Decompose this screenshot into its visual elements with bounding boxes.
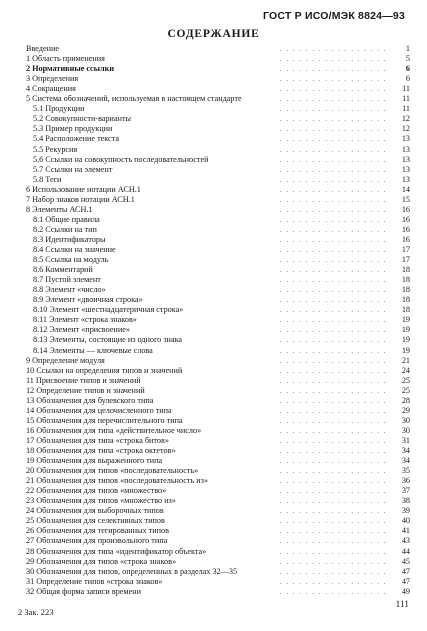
toc-entry	[0, 386, 427, 396]
toc-leader-dots: . . . . . . . . . . . . . . . . .	[279, 125, 387, 134]
toc-entry	[0, 567, 427, 577]
toc-entry	[0, 94, 427, 104]
toc-entry-label: 8.12 Элемент «присвоение»	[33, 325, 130, 335]
toc-entry	[0, 275, 427, 285]
toc-entry	[0, 356, 427, 366]
toc-leader-dots: . . . . . . . . . . . . . . . . .	[279, 115, 387, 124]
toc-entry	[0, 165, 427, 175]
toc-entry-page: 40	[401, 516, 410, 526]
toc-leader-dots: . . . . . . . . . . . . . . . . .	[279, 306, 387, 315]
toc-entry-label: 8.8 Элемент «число»	[33, 285, 106, 295]
toc-entry-label: 9 Определение модуля	[26, 355, 105, 365]
toc-leader-dots: . . . . . . . . . . . . . . . . .	[279, 246, 387, 254]
toc-leader-dots: . . . . . . . . . . . . . . . . .	[279, 326, 387, 335]
toc-title: СОДЕРЖАНИЕ	[167, 28, 260, 40]
toc-leader-dots: . . . . . . . . . . . . . . . . .	[279, 346, 387, 355]
toc-leader-dots: . . . . . . . . . . . . . . . . .	[279, 497, 387, 506]
toc-entry	[0, 124, 427, 134]
toc-leader-dots: . . . . . . . . . . . . . . . . .	[279, 105, 387, 114]
toc-leader-dots: . . . . . . . . . . . . . . . . .	[279, 336, 387, 345]
print-order-code: 2 Зак. 223	[18, 607, 54, 617]
toc-entry-page: 31	[401, 435, 410, 445]
toc-entry	[0, 44, 427, 54]
toc-entry-page: 25	[401, 375, 410, 385]
toc-entry	[0, 245, 427, 255]
toc-entry-label: 26 Обозначения для тегированных типов	[26, 526, 169, 536]
toc-entry-page: 17	[401, 255, 410, 265]
toc-entry	[0, 376, 427, 386]
toc-entry-label: 29 Обозначения для типов «строка знаков»	[26, 556, 177, 566]
toc-leader-dots: . . . . . . . . . . . . . . . . .	[279, 225, 387, 234]
toc-leader-dots: . . . . . . . . . . . . . . . . .	[279, 155, 387, 164]
toc-entry	[0, 315, 427, 325]
toc-entry-page: 21	[401, 355, 410, 365]
toc-leader-dots: . . . . . . . . . . . . . . . . .	[279, 436, 387, 445]
toc-leader-dots: . . . . . . . . . . . . . . . . .	[279, 145, 387, 154]
toc-entry-page: 13	[401, 164, 410, 174]
toc-entry	[0, 255, 427, 265]
toc-entry-label: 20 Обозначения для типов «последовательность»	[26, 466, 199, 476]
toc-entry	[0, 436, 427, 446]
toc-leader-dots: . . . . . . . . . . . . . . . . .	[279, 85, 387, 94]
toc-entry-page: 13	[401, 134, 410, 144]
toc-entry-label: 5.4 Расположение текста	[33, 134, 120, 144]
toc-entry-page: 13	[401, 144, 410, 154]
toc-entry	[0, 456, 427, 466]
toc-leader-dots: . . . . . . . . . . . . . . . . .	[279, 266, 387, 275]
toc-entry-page: 16	[401, 224, 410, 234]
toc-leader-dots: . . . . . . . . . . . . . . . . .	[279, 457, 387, 466]
toc-entry-label: 8.11 Элемент «строка знаков»	[33, 315, 137, 325]
toc-entry-label: 5.5 Рекурсия	[33, 144, 78, 154]
toc-entry-page: 18	[401, 285, 410, 295]
toc-entry-page: 12	[401, 114, 410, 124]
toc-entry	[0, 295, 427, 305]
toc-entry-label: 8.13 Элементы, состоящие из одного знака	[33, 335, 183, 345]
toc-leader-dots: . . . . . . . . . . . . . . . . .	[279, 507, 387, 516]
toc-entry-label: 8.9 Элемент «двоичная строка»	[33, 295, 143, 305]
toc-leader-dots: . . . . . . . . . . . . . . . . .	[279, 547, 387, 556]
toc-entry-label: 6 Использование нотации АСН.1	[26, 184, 141, 194]
toc-leader-dots: . . . . . . . . . . . . . . . . .	[279, 587, 387, 596]
toc-entry-page: 38	[401, 496, 410, 506]
toc-entry	[0, 145, 427, 155]
toc-entry-page: 14	[401, 184, 410, 194]
toc-entry-page: 45	[401, 556, 410, 566]
toc-entry-label: 32 Общая форма записи времени	[26, 586, 141, 596]
toc-entry-page: 13	[401, 174, 410, 184]
toc-entry-label: 8.2 Ссылки на тип	[33, 224, 97, 234]
toc-entry-page: 43	[401, 536, 410, 546]
toc-entry-page: 19	[401, 315, 410, 325]
toc-entry-page: 28	[401, 395, 410, 405]
toc-leader-dots: . . . . . . . . . . . . . . . . .	[279, 356, 387, 365]
toc-entry-page: 18	[401, 295, 410, 305]
toc-entry	[0, 476, 427, 486]
toc-entry-label: 31 Определение типов «строка знаков»	[26, 576, 163, 586]
page-number: 111	[395, 600, 409, 610]
toc-leader-dots: . . . . . . . . . . . . . . . . .	[279, 557, 387, 566]
toc-entry	[0, 406, 427, 416]
toc-entry	[0, 577, 427, 587]
toc-leader-dots: . . . . . . . . . . . . . . . . .	[279, 416, 387, 425]
toc-entry-label: 8.5 Ссылка на модуль	[33, 255, 109, 265]
toc-entry-page: 6	[405, 74, 410, 84]
toc-entry	[0, 84, 427, 94]
toc-entry-label: 5 Система обозначений, используемая в настоящем стандарте	[26, 94, 242, 104]
toc-entry-page: 34	[401, 446, 410, 455]
toc-entry-page: 16	[401, 214, 410, 224]
toc-entry-page: 11	[402, 84, 410, 94]
toc-entry-label: 15 Обозначения для перечислительного типа	[26, 415, 183, 425]
toc-entry-page: 49	[401, 586, 410, 596]
toc-entry-page: 34	[401, 456, 410, 466]
toc-entry-page: 5	[405, 54, 410, 64]
toc-entry-page: 17	[401, 245, 410, 254]
toc-entry	[0, 54, 427, 64]
toc-leader-dots: . . . . . . . . . . . . . . . . .	[279, 577, 387, 586]
toc-entry-label: 8 Элементы АСН.1	[26, 204, 93, 214]
toc-leader-dots: . . . . . . . . . . . . . . . . .	[279, 185, 387, 194]
toc-entry-label: 5.6 Ссылки на совокупность последовательностей	[33, 154, 209, 164]
toc-leader-dots: . . . . . . . . . . . . . . . . .	[279, 517, 387, 526]
toc-entry-page: 16	[401, 234, 410, 244]
toc-entry-label: 7 Набор знаков нотации АСН.1	[26, 194, 135, 204]
toc-entry	[0, 285, 427, 295]
toc-entry-page: 15	[401, 194, 410, 204]
toc-entry	[0, 466, 427, 476]
toc-entry-page: 30	[401, 425, 410, 435]
toc-entry-page: 47	[401, 576, 410, 586]
toc-entry-label: 1 Область применения	[26, 54, 105, 64]
toc-leader-dots: . . . . . . . . . . . . . . . . .	[279, 396, 387, 405]
toc-entry	[0, 265, 427, 275]
toc-entry	[0, 496, 427, 506]
toc-entry-label: 12 Определение типов и значений	[26, 385, 145, 395]
toc-entry-page: 18	[401, 305, 410, 315]
toc-leader-dots: . . . . . . . . . . . . . . . . .	[279, 316, 387, 325]
toc-entry-label: 17 Обозначения для типа «строка битов»	[26, 435, 169, 445]
toc-leader-dots: . . . . . . . . . . . . . . . . .	[279, 376, 387, 385]
toc-leader-dots: . . . . . . . . . . . . . . . . .	[279, 386, 387, 395]
toc-entry-label: 8.6 Комментарий	[33, 265, 93, 275]
toc-entry	[0, 195, 427, 205]
toc-entry-label: 5.3 Пример продукции	[33, 124, 113, 134]
toc-entry-page: 39	[401, 506, 410, 516]
toc-entry-page: 19	[401, 345, 410, 355]
toc-entry-label: 3 Определения	[26, 74, 79, 84]
toc-entry	[0, 416, 427, 426]
toc-entry-page: 18	[401, 265, 410, 275]
toc-entry-label: 8.7 Пустой элемент	[33, 275, 101, 285]
toc-entry	[0, 557, 427, 567]
toc-leader-dots: . . . . . . . . . . . . . . . . .	[279, 135, 387, 144]
toc-entry	[0, 346, 427, 356]
toc-entry-label: 11 Присвоение типов и значений	[26, 375, 141, 385]
toc-entry	[0, 175, 427, 185]
toc-entry-label: 28 Обозначения для типа «идентификатор объекта»	[26, 546, 207, 556]
toc-entry-page: 6	[405, 64, 410, 74]
toc-leader-dots: . . . . . . . . . . . . . . . . .	[279, 366, 387, 375]
toc-entry-page: 35	[401, 466, 410, 476]
toc-entry	[0, 536, 427, 546]
toc-leader-dots: . . . . . . . . . . . . . . . . .	[279, 537, 387, 546]
toc-entry-label: 13 Обозначения для булевского типа	[26, 395, 154, 405]
toc-entry	[0, 526, 427, 536]
toc-leader-dots: . . . . . . . . . . . . . . . . .	[279, 256, 387, 265]
toc-entry	[0, 114, 427, 124]
toc-entry-page: 37	[401, 486, 410, 496]
toc-leader-dots: . . . . . . . . . . . . . . . . .	[279, 447, 387, 455]
toc-entry-label: 8.3 Идентификаторы	[33, 234, 106, 244]
toc-leader-dots: . . . . . . . . . . . . . . . . .	[279, 467, 387, 476]
toc-leader-dots: . . . . . . . . . . . . . . . . .	[279, 45, 387, 53]
toc-leader-dots: . . . . . . . . . . . . . . . . .	[279, 215, 387, 224]
toc-entry-page: 18	[401, 275, 410, 285]
toc-leader-dots: . . . . . . . . . . . . . . . . .	[279, 235, 387, 244]
toc-entry	[0, 205, 427, 215]
toc-entry-page: 11	[402, 104, 410, 114]
toc-entry-label: 5.1 Продукции	[33, 104, 85, 114]
toc-leader-dots: . . . . . . . . . . . . . . . . .	[279, 406, 387, 415]
toc-leader-dots: . . . . . . . . . . . . . . . . .	[279, 175, 387, 184]
toc-entry	[0, 516, 427, 526]
toc-entry	[0, 506, 427, 516]
toc-entry-label: 27 Обозначения для произвольного типа	[26, 536, 168, 546]
toc-leader-dots: . . . . . . . . . . . . . . . . .	[279, 477, 387, 486]
toc-entry-label: 8.1 Общие правила	[33, 214, 100, 224]
toc-entry-label: Введение	[26, 44, 60, 53]
toc-entry-page: 47	[401, 566, 410, 576]
toc-entry	[0, 74, 427, 84]
toc-entry	[0, 396, 427, 406]
toc-entry-page: 11	[402, 94, 410, 104]
toc-leader-dots: . . . . . . . . . . . . . . . . .	[279, 487, 387, 496]
toc-leader-dots: . . . . . . . . . . . . . . . . .	[279, 95, 387, 104]
toc-entry	[0, 426, 427, 436]
toc-entry-page: 19	[401, 325, 410, 335]
toc-entry-page: 16	[401, 204, 410, 214]
toc-entry-label: 5.2 Совокупности-варианты	[33, 114, 132, 124]
toc-entry-label: 21 Обозначения для типов «последовательность из»	[26, 476, 208, 486]
toc-entry-label: 22 Обозначения для типов «множество»	[26, 486, 167, 496]
toc-entry-page: 12	[401, 124, 410, 134]
toc-entry	[0, 185, 427, 195]
toc-entry	[0, 587, 427, 597]
toc-leader-dots: . . . . . . . . . . . . . . . . .	[279, 426, 387, 435]
document-header: ГОСТ Р ИСО/МЭК 8824—93	[263, 10, 405, 22]
toc-leader-dots: . . . . . . . . . . . . . . . . .	[279, 276, 387, 285]
toc-leader-dots: . . . . . . . . . . . . . . . . .	[279, 195, 387, 204]
toc-leader-dots: . . . . . . . . . . . . . . . . .	[279, 55, 387, 64]
toc-entry	[0, 366, 427, 376]
toc-entry-page: 25	[401, 385, 410, 395]
toc-entry-label: 25 Обозначения для селективных типов	[26, 516, 165, 526]
toc-leader-dots: . . . . . . . . . . . . . . . . .	[279, 567, 387, 576]
toc-entry-page: 44	[401, 546, 410, 556]
toc-entry-label: 19 Обозначения для выраженного типа	[26, 456, 163, 466]
toc-entry-page: 36	[401, 476, 410, 486]
toc-entry-page: 30	[401, 415, 410, 425]
toc-entry	[0, 547, 427, 557]
toc-entry-label: 14 Обозначения для целочисленного типа	[26, 405, 172, 415]
toc-entry	[0, 64, 427, 74]
toc-entry-page: 13	[401, 154, 410, 164]
toc-entry-label: 16 Обозначения для типа «действительное число»	[26, 425, 202, 435]
toc-entry-label: 5.8 Теги	[33, 174, 62, 184]
toc-leader-dots: . . . . . . . . . . . . . . . . .	[279, 286, 387, 295]
toc-entry	[0, 225, 427, 235]
toc-entry-label: 8.10 Элемент «шестнадцатеричная строка»	[33, 305, 184, 315]
toc-entry-page: 24	[401, 365, 410, 375]
toc-entry-label: 10 Ссылки на определения типов и значений	[26, 365, 183, 375]
toc-leader-dots: . . . . . . . . . . . . . . . . .	[279, 165, 387, 174]
toc-entry-page: 19	[401, 335, 410, 345]
toc-entry	[0, 335, 427, 345]
toc-entry-label: 5.7 Ссылки на элемент	[33, 164, 113, 174]
toc-entry-page: 1	[405, 44, 410, 53]
toc-entry-label: 24 Обозначения для выборочных типов	[26, 506, 164, 516]
toc-entry-page: 41	[401, 526, 410, 536]
toc-entry	[0, 215, 427, 225]
toc-entry	[0, 446, 427, 456]
toc-entry	[0, 155, 427, 165]
toc-entry	[0, 325, 427, 335]
toc-entry	[0, 305, 427, 315]
toc-entry	[0, 134, 427, 144]
toc-leader-dots: . . . . . . . . . . . . . . . . .	[279, 296, 387, 305]
toc-entry-label: 4 Сокращения	[26, 84, 76, 94]
toc-leader-dots: . . . . . . . . . . . . . . . . .	[279, 65, 387, 74]
toc-entry-label: 8.4 Ссылки на значение	[33, 245, 116, 254]
toc-entry	[0, 486, 427, 496]
toc-entry	[0, 104, 427, 114]
toc-entry-label: 18 Обозначения для типа «строка октетов»	[26, 446, 176, 455]
toc-entry-label: 23 Обозначения для типов «множество из»	[26, 496, 176, 506]
toc-entry-label: 8.14 Элементы — ключевые слова	[33, 345, 153, 355]
toc-leader-dots: . . . . . . . . . . . . . . . . .	[279, 205, 387, 214]
toc-leader-dots: . . . . . . . . . . . . . . . . .	[279, 527, 387, 536]
toc-entry-label: 30 Обозначения для типов, определенных в разделах 32—35	[26, 566, 238, 576]
toc-entry	[0, 235, 427, 245]
toc-entry-page: 29	[401, 405, 410, 415]
toc-leader-dots: . . . . . . . . . . . . . . . . .	[279, 75, 387, 84]
toc-entry-label: 2 Нормативные ссылки	[26, 64, 115, 74]
